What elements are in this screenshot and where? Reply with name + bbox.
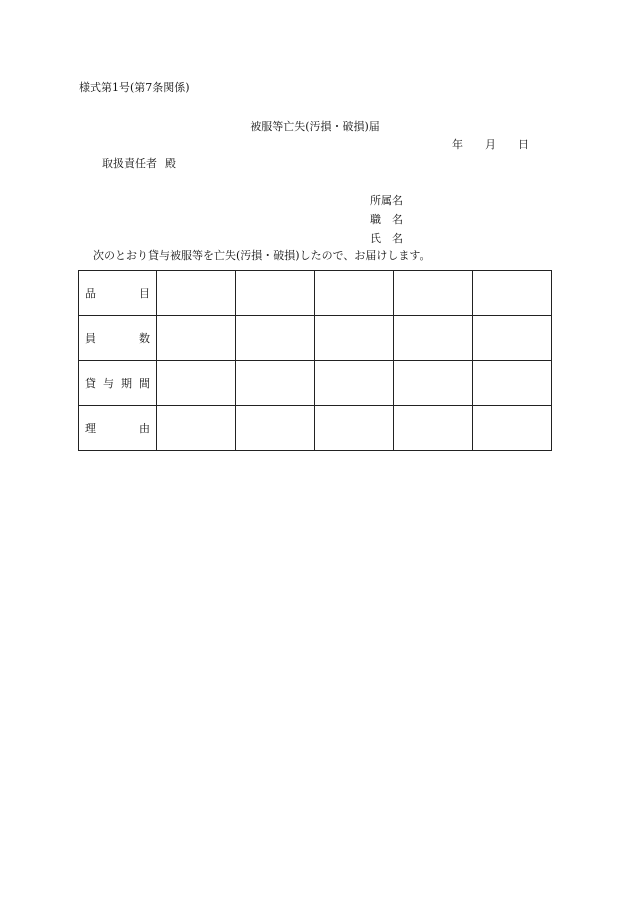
day-label: 日	[518, 138, 529, 151]
entry-cell[interactable]	[394, 271, 473, 316]
entry-cell[interactable]	[157, 271, 236, 316]
table-row-reason	[79, 406, 552, 451]
entry-cell[interactable]	[315, 316, 394, 361]
detail-table	[78, 270, 552, 451]
affiliation-label: 所属名	[370, 194, 403, 207]
row-label-char: 間	[139, 377, 150, 390]
entry-cell[interactable]	[157, 316, 236, 361]
entry-cell[interactable]	[236, 316, 315, 361]
entry-cell[interactable]	[315, 271, 394, 316]
entry-cell[interactable]	[236, 361, 315, 406]
entry-cell[interactable]	[157, 361, 236, 406]
entry-cell[interactable]	[394, 361, 473, 406]
job-title-row	[370, 214, 406, 233]
row-label-char: 品	[85, 287, 96, 300]
row-label-text	[85, 330, 150, 346]
row-label-text	[85, 420, 150, 436]
row-label-char: 期	[121, 377, 132, 390]
row-label-item	[79, 271, 157, 316]
entry-cell[interactable]	[236, 271, 315, 316]
addressee-honorific: 殿	[165, 157, 176, 170]
row-label-text	[85, 375, 150, 391]
year-label: 年	[452, 138, 463, 151]
row-label-char: 員	[85, 332, 96, 345]
entry-cell[interactable]	[473, 271, 552, 316]
document-title: 被服等亡失(汚損・破損)届	[250, 120, 380, 133]
table-row-loan-period	[79, 361, 552, 406]
row-label-loan-period	[79, 361, 157, 406]
table-row-item	[79, 271, 552, 316]
entry-cell[interactable]	[394, 316, 473, 361]
row-label-char: 由	[139, 422, 150, 435]
entry-cell[interactable]	[315, 406, 394, 451]
date-line	[452, 139, 529, 150]
applicant-block	[370, 195, 406, 252]
row-label-char: 貸	[85, 377, 96, 390]
entry-cell[interactable]	[315, 361, 394, 406]
row-label-quantity	[79, 316, 157, 361]
statement-text: 次のとおり貸与被服等を亡失(汚損・破損)したので、お届けします。	[93, 249, 431, 262]
row-label-char: 理	[85, 422, 96, 435]
job-title-label: 職 名	[370, 213, 403, 226]
row-label-reason	[79, 406, 157, 451]
row-label-char: 数	[139, 332, 150, 345]
row-label-char: 与	[103, 377, 114, 390]
entry-cell[interactable]	[394, 406, 473, 451]
affiliation-row	[370, 195, 406, 214]
form-number: 様式第1号(第7条関係)	[79, 81, 190, 94]
addressee-position: 取扱責任者	[102, 157, 157, 170]
table-row-quantity	[79, 316, 552, 361]
entry-cell[interactable]	[473, 406, 552, 451]
row-label-text	[85, 285, 150, 301]
name-label: 氏 名	[370, 232, 403, 245]
entry-cell[interactable]	[473, 361, 552, 406]
month-label: 月	[485, 138, 496, 151]
entry-cell[interactable]	[157, 406, 236, 451]
addressee	[102, 158, 176, 169]
entry-cell[interactable]	[236, 406, 315, 451]
entry-cell[interactable]	[473, 316, 552, 361]
row-label-char: 目	[139, 287, 150, 300]
